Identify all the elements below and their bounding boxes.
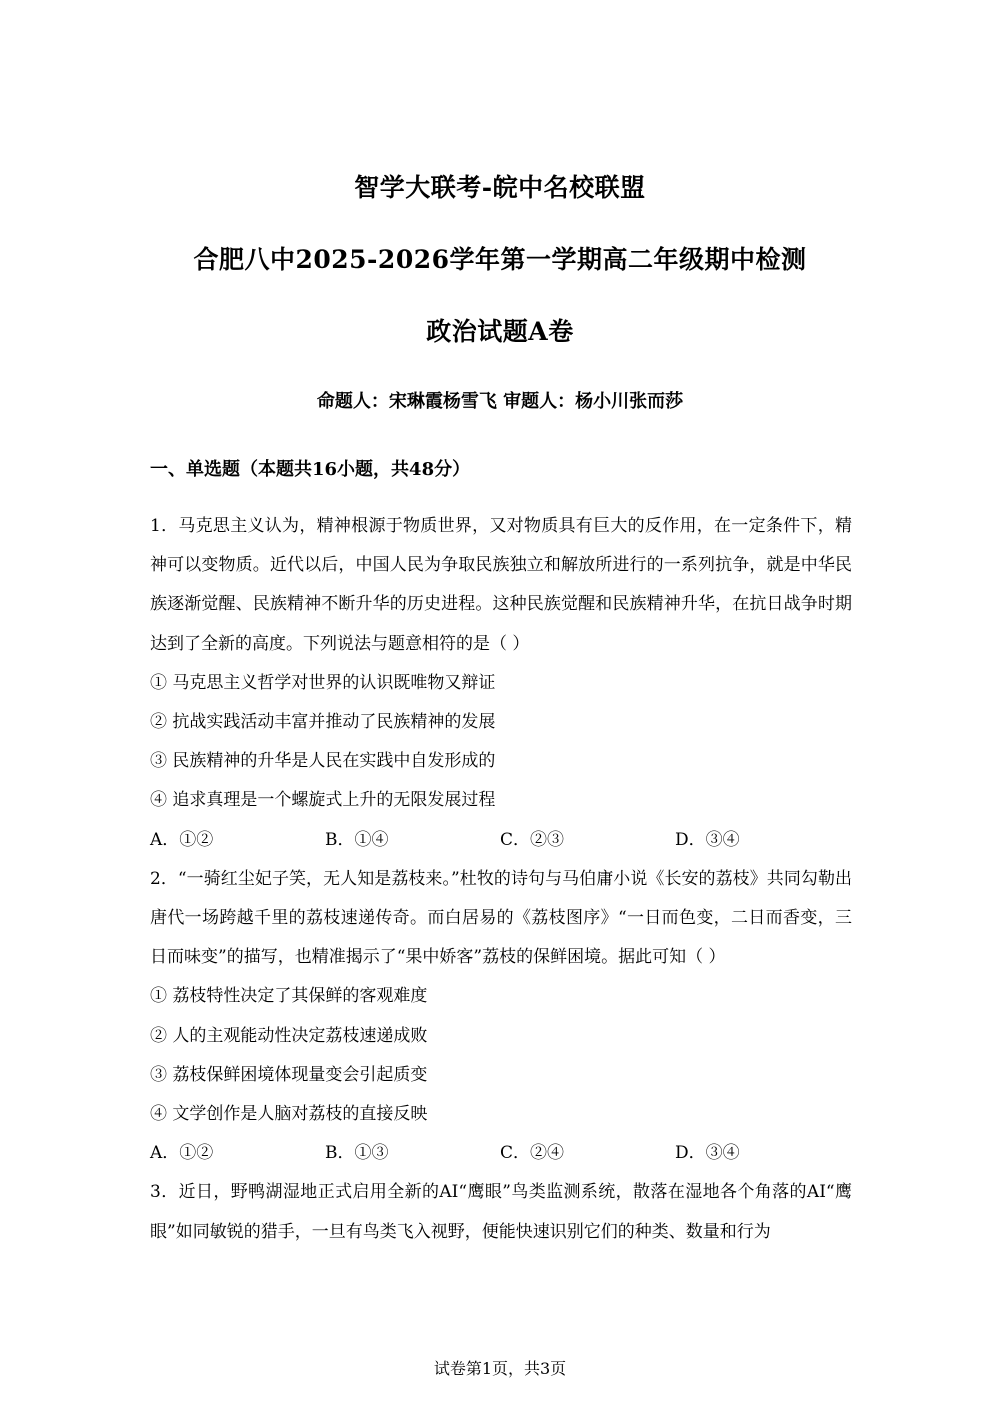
page-footer: 试卷第1页，共3页: [433, 1359, 567, 1378]
answer-choices: [150, 821, 852, 860]
choice-d: D．③④: [675, 829, 740, 850]
exam-title-subject: 政治试题A卷: [426, 317, 574, 346]
choice-b: B．①③: [325, 1143, 389, 1164]
question-1: [150, 507, 852, 860]
statement-option: ① 马克思主义哲学对世界的认识既唯物又辩证: [150, 672, 496, 693]
statement-option: ③ 民族精神的升华是人民在实践中自发形成的: [150, 751, 496, 772]
exam-authors: 命题人：宋琳霞杨雪飞 审题人：杨小川张而莎: [316, 391, 684, 412]
exam-title-school: 合肥八中2025-2026学年第一学期高二年级期中检测: [193, 245, 807, 274]
statement-option: ④ 文学创作是人脑对荔枝的直接反映: [150, 1104, 428, 1125]
choice-c: C．②③: [500, 829, 565, 850]
choice-a: A．①②: [150, 829, 214, 850]
question-stem: 3．近日，野鸭湖湿地正式启用全新的AI“鹰眼”鸟类监测系统，散落在湿地各个角落的AI“鹰眼”如同敏锐的猎手，一旦有鸟类飞入视野，便能快速识别它们的种类、数量和行为: [150, 1182, 852, 1242]
statement-option: ③ 荔枝保鲜困境体现量变会引起质变: [150, 1064, 428, 1085]
choice-d: D．③④: [675, 1143, 740, 1164]
choice-a: A．①②: [150, 1143, 214, 1164]
choice-c: C．②④: [500, 1143, 565, 1164]
statement-option: ② 人的主观能动性决定荔枝速递成败: [150, 1025, 428, 1046]
statement-option: ① 荔枝特性决定了其保鲜的客观难度: [150, 986, 428, 1007]
question-stem: 2．“一骑红尘妃子笑，无人知是荔枝来。”杜牧的诗句与马伯庸小说《长安的荔枝》共同勾勒出唐代一场跨越千里的荔枝速递传奇。而白居易的《荔枝图序》“一日而色变，二日而香变，三日而味变”的描写，也精准揭示了“果中娇客”荔枝的保鲜困境。据此可知（ ）: [150, 868, 852, 968]
exam-title-alliance: 智学大联考-皖中名校联盟: [354, 173, 646, 202]
choice-b: B．①④: [325, 829, 389, 850]
statement-option: ② 抗战实践活动丰富并推动了民族精神的发展: [150, 712, 496, 733]
section-heading: 一、单选题（本题共16小题，共48分）: [150, 459, 471, 480]
question-stem: 1．马克思主义认为，精神根源于物质世界，又对物质具有巨大的反作用，在一定条件下，精神可以变物质。近代以后，中国人民为争取民族独立和解放所进行的一系列抗争，就是中华民族逐渐觉醒、民族精神不断升华的历史进程。这种民族觉醒和民族精神升华，在抗日战争时期达到了全新的高度。下列说法与题意相符的是（ ）: [150, 516, 852, 654]
question-3: [150, 1173, 852, 1251]
questions-body: [150, 507, 852, 1252]
statement-option: ④ 追求真理是一个螺旋式上升的无限发展过程: [150, 790, 496, 811]
answer-choices: [150, 1134, 852, 1173]
question-2: [150, 860, 852, 1174]
